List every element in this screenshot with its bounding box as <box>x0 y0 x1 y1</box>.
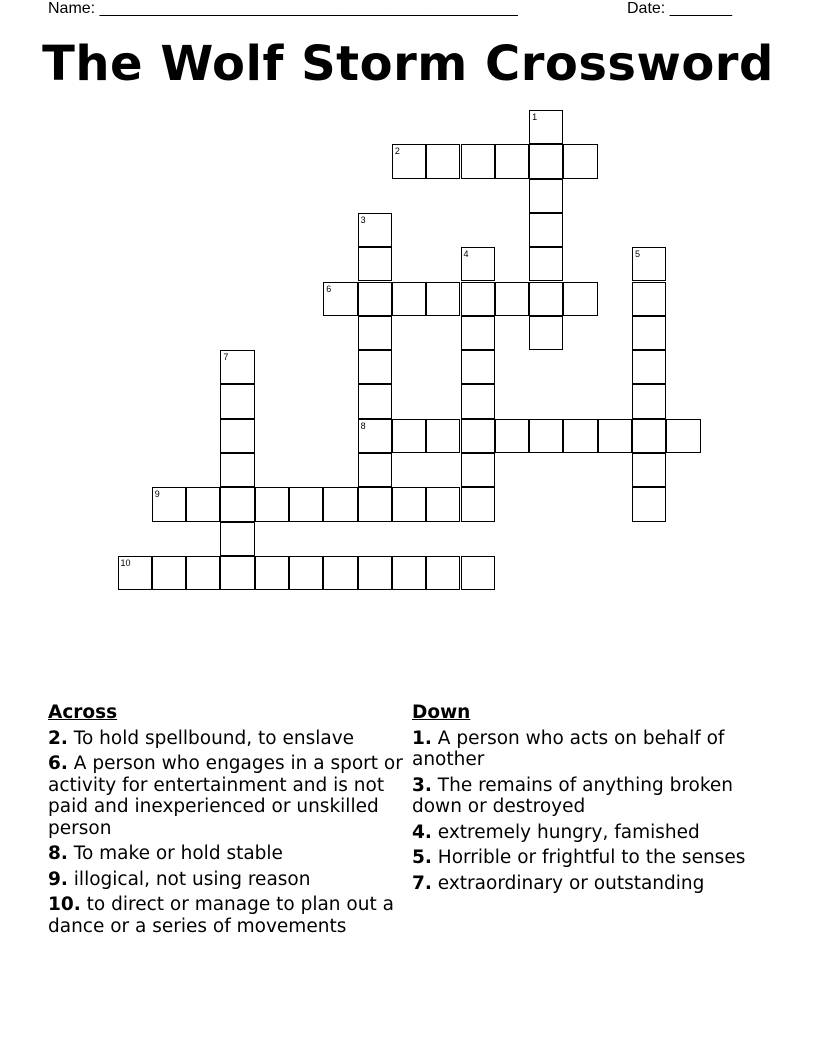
grid-cell[interactable] <box>186 487 220 521</box>
grid-cell[interactable] <box>323 556 357 590</box>
clue-down-1 <box>412 728 757 771</box>
grid-cell[interactable] <box>392 144 426 178</box>
clue-across-8 <box>48 843 404 865</box>
clue-text: extraordinary or outstanding <box>437 872 705 894</box>
clue-down-7 <box>412 873 757 895</box>
clue-number: 3. <box>412 774 432 796</box>
grid-cell[interactable] <box>461 350 495 384</box>
grid-cell[interactable] <box>529 144 563 178</box>
clue-across-6 <box>48 753 404 839</box>
clue-number: 1. <box>412 727 432 749</box>
grid-cell[interactable] <box>220 556 254 590</box>
grid-cell[interactable] <box>358 316 392 350</box>
grid-cell[interactable] <box>426 487 460 521</box>
across-clues <box>48 702 404 941</box>
grid-cell[interactable] <box>220 350 254 384</box>
grid-cell[interactable] <box>358 556 392 590</box>
clue-number-label: 9 <box>154 489 160 500</box>
clue-number: 6. <box>48 753 68 774</box>
clue-number-label: 4 <box>463 249 469 260</box>
grid-cell[interactable] <box>426 144 460 178</box>
clue-number-label: 2 <box>394 146 400 157</box>
grid-cell[interactable] <box>118 556 152 590</box>
grid-cell[interactable] <box>529 247 563 281</box>
clue-number: 7. <box>412 872 432 894</box>
clue-text: The remains of anything broken down or destroyed <box>412 774 734 817</box>
grid-cell[interactable] <box>563 144 597 178</box>
grid-cell[interactable] <box>426 556 460 590</box>
grid-cell[interactable] <box>426 419 460 453</box>
clue-across-10 <box>48 894 404 937</box>
grid-cell[interactable] <box>495 282 529 316</box>
grid-cell[interactable] <box>461 247 495 281</box>
grid-cell[interactable] <box>461 316 495 350</box>
clue-number-label: 1 <box>532 112 538 122</box>
grid-cell[interactable] <box>529 110 563 144</box>
clue-number-label: 3 <box>360 214 366 225</box>
grid-cell[interactable] <box>358 384 392 418</box>
clue-number-label: 6 <box>326 283 332 294</box>
clue-number: 2. <box>48 727 68 749</box>
grid-cell[interactable] <box>495 144 529 178</box>
grid-cell[interactable] <box>461 384 495 418</box>
clue-text: A person who acts on behalf of another <box>412 727 725 770</box>
clue-across-2 <box>48 728 404 750</box>
clue-down-5 <box>412 847 757 869</box>
clue-number: 8. <box>48 843 68 864</box>
clue-number-label: 5 <box>635 249 641 260</box>
clue-number: 5. <box>412 847 432 868</box>
grid-cell[interactable] <box>632 419 666 453</box>
grid-cell[interactable] <box>358 487 392 521</box>
grid-cell[interactable] <box>632 247 666 281</box>
grid-cell[interactable] <box>598 419 632 453</box>
grid-cell[interactable] <box>529 213 563 247</box>
grid-cell[interactable] <box>323 487 357 521</box>
clue-text: illogical, not using reason <box>73 868 311 890</box>
grid-cell[interactable] <box>563 419 597 453</box>
clue-down-3 <box>412 775 757 818</box>
clue-text: extremely hungry, famished <box>437 821 700 843</box>
grid-cell[interactable] <box>666 419 700 453</box>
clue-number: 10. <box>48 894 81 915</box>
clue-text: To hold spellbound, to enslave <box>73 727 355 749</box>
grid-cell[interactable] <box>220 384 254 418</box>
grid-cell[interactable] <box>392 487 426 521</box>
grid-cell[interactable] <box>529 179 563 213</box>
page-title: The Wolf Storm Crossword <box>42 36 774 92</box>
grid-cell[interactable] <box>392 556 426 590</box>
down-clues <box>412 702 757 898</box>
clue-number: 9. <box>48 868 68 890</box>
clue-text: A person who engages in a sport or activity for entertainment and is not paid and inexperienced or unskilled person <box>48 753 403 839</box>
across-heading: Across <box>48 702 118 723</box>
grid-cell[interactable] <box>220 419 254 453</box>
clue-number-label: 10 <box>120 557 131 568</box>
grid-cell[interactable] <box>461 144 495 178</box>
grid-cell[interactable] <box>461 453 495 487</box>
grid-cell[interactable] <box>529 419 563 453</box>
grid-cell[interactable] <box>255 556 289 590</box>
clue-down-4 <box>412 822 757 844</box>
grid-cell[interactable] <box>358 282 392 316</box>
name-field[interactable]: Name: _______________________________________________ <box>48 0 518 17</box>
grid-cell[interactable] <box>632 350 666 384</box>
grid-cell[interactable] <box>186 556 220 590</box>
grid-cell[interactable] <box>289 487 323 521</box>
grid-cell[interactable] <box>255 487 289 521</box>
date-field[interactable]: Date: _______ <box>627 0 732 17</box>
grid-cell[interactable] <box>563 282 597 316</box>
grid-cell[interactable] <box>392 282 426 316</box>
grid-cell[interactable] <box>529 282 563 316</box>
clue-text: To make or hold stable <box>73 843 283 864</box>
grid-cell[interactable] <box>289 556 323 590</box>
grid-cell[interactable] <box>358 213 392 247</box>
grid-cell[interactable] <box>461 419 495 453</box>
grid-cell[interactable] <box>632 282 666 316</box>
grid-cell[interactable] <box>461 556 495 590</box>
clue-text: to direct or manage to plan out a dance or a series of movements <box>48 894 394 937</box>
clue-number-label: 7 <box>223 352 229 363</box>
grid-cell[interactable] <box>358 247 392 281</box>
grid-cell[interactable] <box>323 282 357 316</box>
clue-number-label: 8 <box>360 420 366 431</box>
grid-cell[interactable] <box>461 487 495 521</box>
grid-cell[interactable] <box>358 419 392 453</box>
grid-cell[interactable] <box>220 453 254 487</box>
down-heading: Down <box>412 702 471 723</box>
grid-cell[interactable] <box>220 487 254 521</box>
grid-cell[interactable] <box>461 282 495 316</box>
grid-cell[interactable] <box>632 487 666 521</box>
grid-cell[interactable] <box>632 453 666 487</box>
grid-cell[interactable] <box>529 316 563 350</box>
clue-across-9 <box>48 869 404 891</box>
grid-cell[interactable] <box>152 487 186 521</box>
clue-text: Horrible or frightful to the senses <box>437 847 746 868</box>
grid-cell[interactable] <box>392 419 426 453</box>
clue-number: 4. <box>412 821 432 843</box>
grid-cell[interactable] <box>426 282 460 316</box>
grid-cell[interactable] <box>495 419 529 453</box>
grid-cell[interactable] <box>220 522 254 556</box>
grid-cell[interactable] <box>152 556 186 590</box>
grid-cell[interactable] <box>358 350 392 384</box>
grid-cell[interactable] <box>632 316 666 350</box>
grid-cell[interactable] <box>358 453 392 487</box>
grid-cell[interactable] <box>632 384 666 418</box>
